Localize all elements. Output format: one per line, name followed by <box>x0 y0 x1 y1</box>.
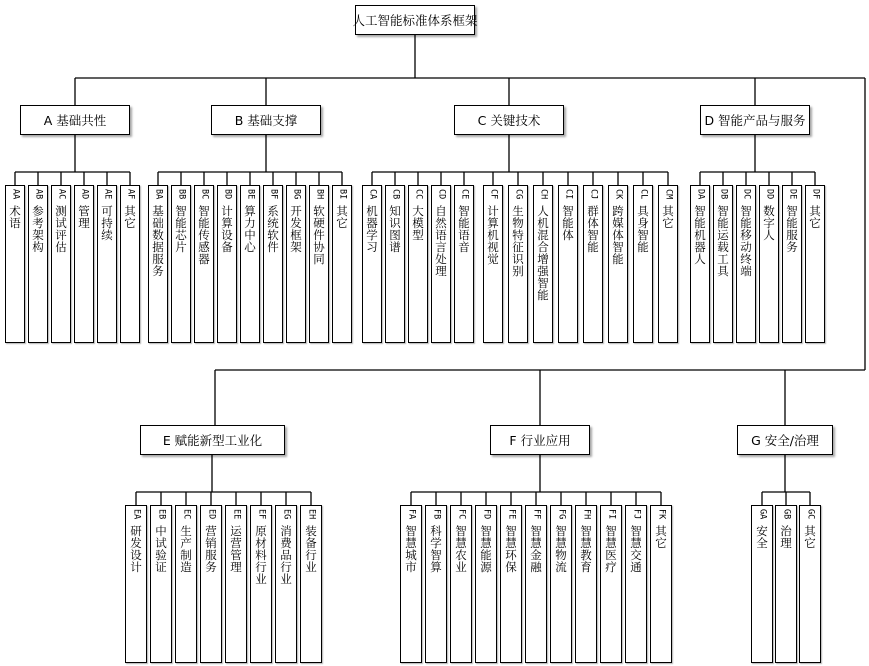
leaf-bi <box>332 185 352 343</box>
leaf-fd <box>475 505 497 663</box>
leaf-code: FH <box>581 509 592 520</box>
leaf-label: 治理 <box>779 525 794 550</box>
leaf-bf <box>263 185 283 343</box>
leaf-label: 装备行业 <box>304 525 319 574</box>
leaf-code: AF <box>125 189 136 200</box>
leaf-label: 自然语言处理 <box>434 205 449 278</box>
leaf-code: BG <box>291 189 302 200</box>
leaf-label: 管理 <box>77 205 92 230</box>
leaf-label: 智能体 <box>561 205 576 242</box>
leaf-ck <box>608 185 628 343</box>
leaf-label: 智慧医疗 <box>604 525 619 574</box>
leaf-label: 群体智能 <box>586 205 601 254</box>
leaf-code: BE <box>245 189 256 200</box>
leaf-code: EA <box>131 509 142 520</box>
leaf-code: ED <box>206 509 217 520</box>
leaf-label: 开发框架 <box>289 205 304 254</box>
leaf-label: 原材料行业 <box>254 525 269 586</box>
leaf-label: 智慧交通 <box>629 525 644 574</box>
leaf-label: 机器学习 <box>365 205 380 254</box>
leaf-cf <box>483 185 503 343</box>
leaf-code: CI <box>563 189 574 200</box>
leaf-gc <box>799 505 821 663</box>
group-a-header: A 基础共性 <box>20 105 130 135</box>
leaf-code: CC <box>413 189 424 200</box>
leaf-code: BH <box>314 189 325 200</box>
leaf-ed <box>200 505 222 663</box>
leaf-label: 计算机视觉 <box>486 205 501 266</box>
leaf-ff <box>525 505 547 663</box>
leaf-code: FK <box>656 509 667 520</box>
leaf-code: FE <box>506 509 517 520</box>
leaf-label: 具身智能 <box>636 205 651 254</box>
leaf-label: 基础数据服务 <box>151 205 166 278</box>
leaf-code: AC <box>56 189 67 200</box>
leaf-ac <box>51 185 71 343</box>
leaf-bc <box>194 185 214 343</box>
leaf-code: CJ <box>588 189 599 200</box>
leaf-code: EF <box>256 509 267 520</box>
leaf-ad <box>74 185 94 343</box>
leaf-ec <box>175 505 197 663</box>
leaf-code: EG <box>281 509 292 520</box>
leaf-code: CK <box>613 189 624 200</box>
leaf-code: CG <box>513 189 524 200</box>
leaf-label: 智慧金融 <box>529 525 544 574</box>
leaf-ga <box>751 505 773 663</box>
leaf-label: 智能服务 <box>785 205 800 254</box>
leaf-df <box>805 185 825 343</box>
group-b-header: B 基础支撑 <box>211 105 321 135</box>
leaf-bg <box>286 185 306 343</box>
leaf-code: CM <box>663 189 674 200</box>
leaf-code: CA <box>367 189 378 200</box>
leaf-code: FI <box>606 509 617 520</box>
leaf-code: DF <box>810 189 821 200</box>
leaf-code: GA <box>757 509 768 520</box>
leaf-ch <box>533 185 553 343</box>
leaf-ca <box>362 185 382 343</box>
leaf-ae <box>97 185 117 343</box>
group-d-header: D 智能产品与服务 <box>700 105 810 135</box>
leaf-code: BB <box>176 189 187 200</box>
leaf-cl <box>633 185 653 343</box>
leaf-label: 智慧农业 <box>454 525 469 574</box>
leaf-label: 智能芯片 <box>174 205 189 254</box>
leaf-label: 智能移动终端 <box>739 205 754 278</box>
leaf-label: 科学智算 <box>429 525 444 574</box>
group-f-header: F 行业应用 <box>490 425 590 455</box>
leaf-label: 人机混合增强智能 <box>536 205 551 302</box>
group-c-header: C 关键技术 <box>454 105 564 135</box>
leaf-ef <box>250 505 272 663</box>
leaf-code: AB <box>33 189 44 200</box>
leaf-label: 算力中心 <box>243 205 258 254</box>
leaf-code: EE <box>231 509 242 520</box>
leaf-label: 其它 <box>808 205 823 230</box>
leaf-ea <box>125 505 147 663</box>
leaf-label: 计算设备 <box>220 205 235 254</box>
leaf-fc <box>450 505 472 663</box>
leaf-ce <box>454 185 474 343</box>
leaf-code: FG <box>556 509 567 520</box>
leaf-bh <box>309 185 329 343</box>
leaf-label: 其它 <box>803 525 818 550</box>
leaf-code: CD <box>436 189 447 200</box>
leaf-label: 运营管理 <box>229 525 244 574</box>
leaf-eg <box>275 505 297 663</box>
leaf-code: DD <box>764 189 775 200</box>
leaf-code: BC <box>199 189 210 200</box>
leaf-bb <box>171 185 191 343</box>
leaf-label: 智慧城市 <box>404 525 419 574</box>
leaf-be <box>240 185 260 343</box>
leaf-ba <box>148 185 168 343</box>
leaf-code: EH <box>306 509 317 520</box>
leaf-label: 大模型 <box>411 205 426 242</box>
leaf-ci <box>558 185 578 343</box>
leaf-eh <box>300 505 322 663</box>
leaf-code: BD <box>222 189 233 200</box>
leaf-code: GB <box>781 509 792 520</box>
leaf-code: FF <box>531 509 542 520</box>
leaf-code: AD <box>79 189 90 200</box>
root-node: 人工智能标准体系框架 <box>355 5 475 35</box>
leaf-label: 软硬件协同 <box>312 205 327 266</box>
leaf-label: 知识图谱 <box>388 205 403 254</box>
leaf-label: 可持续 <box>100 205 115 242</box>
leaf-label: 智慧环保 <box>504 525 519 574</box>
leaf-label: 数字人 <box>762 205 777 242</box>
leaf-label: 智能传感器 <box>197 205 212 266</box>
leaf-code: DC <box>741 189 752 200</box>
leaf-fb <box>425 505 447 663</box>
leaf-code: CE <box>459 189 470 200</box>
leaf-de <box>782 185 802 343</box>
leaf-label: 智能机器人 <box>693 205 708 266</box>
leaf-code: FA <box>406 509 417 520</box>
leaf-label: 生物特征识别 <box>511 205 526 278</box>
leaf-label: 消费品行业 <box>279 525 294 586</box>
leaf-label: 智慧教育 <box>579 525 594 574</box>
group-e-header: E 赋能新型工业化 <box>140 425 285 455</box>
leaf-label: 测试评估 <box>54 205 69 254</box>
leaf-ab <box>28 185 48 343</box>
leaf-code: CB <box>390 189 401 200</box>
leaf-code: EC <box>181 509 192 520</box>
leaf-da <box>690 185 710 343</box>
leaf-aa <box>5 185 25 343</box>
leaf-code: BF <box>268 189 279 200</box>
leaf-code: CF <box>488 189 499 200</box>
leaf-code: AE <box>102 189 113 200</box>
leaf-cj <box>583 185 603 343</box>
leaf-label: 其它 <box>335 205 350 230</box>
leaf-label: 智能语音 <box>457 205 472 254</box>
leaf-code: DB <box>718 189 729 200</box>
leaf-dd <box>759 185 779 343</box>
leaf-code: DA <box>695 189 706 200</box>
leaf-code: GC <box>805 509 816 520</box>
leaf-label: 安全 <box>755 525 770 550</box>
leaf-gb <box>775 505 797 663</box>
leaf-label: 跨媒体智能 <box>611 205 626 266</box>
leaf-fi <box>600 505 622 663</box>
leaf-cb <box>385 185 405 343</box>
leaf-code: FB <box>431 509 442 520</box>
leaf-fk <box>650 505 672 663</box>
leaf-label: 参考架构 <box>31 205 46 254</box>
leaf-eb <box>150 505 172 663</box>
leaf-label: 营销服务 <box>204 525 219 574</box>
leaf-code: AA <box>10 189 21 200</box>
leaf-fe <box>500 505 522 663</box>
leaf-label: 智慧物流 <box>554 525 569 574</box>
leaf-code: FC <box>456 509 467 520</box>
leaf-code: BA <box>153 189 164 200</box>
leaf-label: 研发设计 <box>129 525 144 574</box>
leaf-label: 系统软件 <box>266 205 281 254</box>
leaf-code: CL <box>638 189 649 200</box>
leaf-ee <box>225 505 247 663</box>
leaf-cd <box>431 185 451 343</box>
leaf-label: 智慧能源 <box>479 525 494 574</box>
leaf-code: DE <box>787 189 798 200</box>
leaf-db <box>713 185 733 343</box>
leaf-code: FJ <box>631 509 642 520</box>
leaf-label: 术语 <box>8 205 23 230</box>
leaf-fh <box>575 505 597 663</box>
leaf-fj <box>625 505 647 663</box>
leaf-bd <box>217 185 237 343</box>
leaf-label: 智能运载工具 <box>716 205 731 278</box>
leaf-code: FD <box>481 509 492 520</box>
leaf-cm <box>658 185 678 343</box>
leaf-cg <box>508 185 528 343</box>
leaf-label: 其它 <box>654 525 669 550</box>
leaf-label: 其它 <box>123 205 138 230</box>
leaf-label: 其它 <box>661 205 676 230</box>
leaf-code: CH <box>538 189 549 200</box>
leaf-fa <box>400 505 422 663</box>
group-g-header: G 安全/治理 <box>737 425 833 455</box>
leaf-label: 生产制造 <box>179 525 194 574</box>
leaf-label: 中试验证 <box>154 525 169 574</box>
leaf-cc <box>408 185 428 343</box>
leaf-dc <box>736 185 756 343</box>
leaf-code: BI <box>337 189 348 200</box>
leaf-fg <box>550 505 572 663</box>
leaf-af <box>120 185 140 343</box>
leaf-code: EB <box>156 509 167 520</box>
